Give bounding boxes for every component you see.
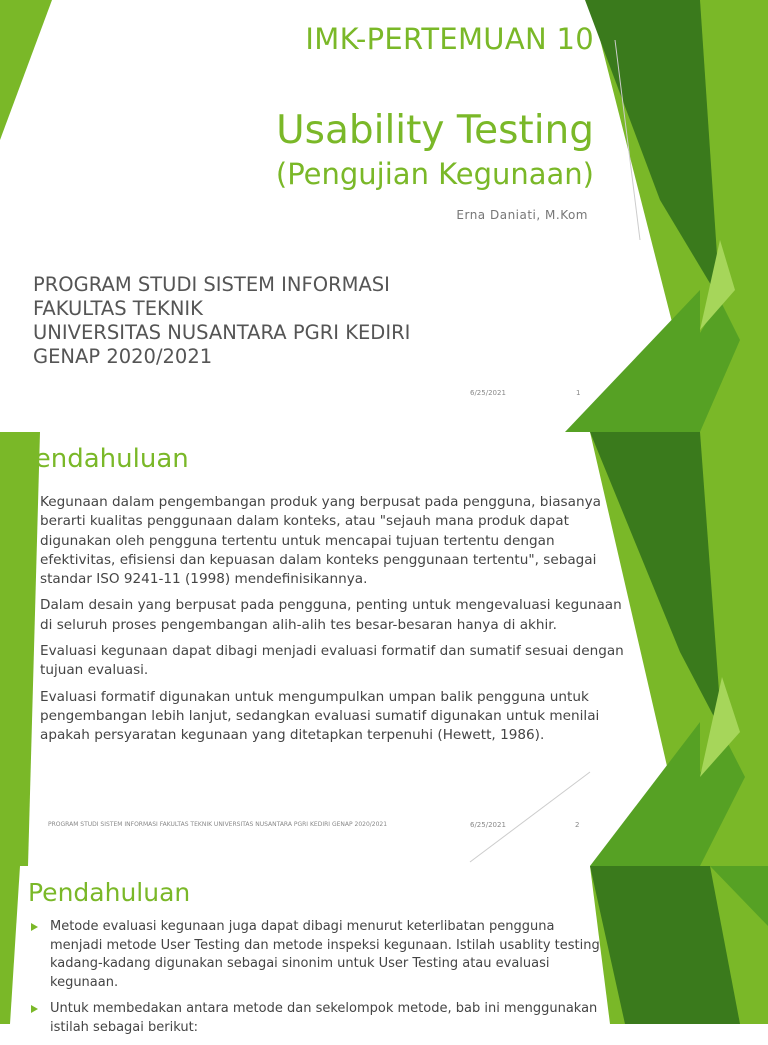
slide-heading: Pendahuluan [28,878,191,907]
arrow-bullet-icon [21,601,29,609]
presentation-title: IMK-PERTEMUAN 10 [305,22,594,56]
left-band [0,866,20,1024]
arrow-bullet-icon [21,647,29,655]
presentation-subtitle-2: (Pengujian Kegunaan) [275,157,594,191]
bullet-item: Metode evaluasi kegunaan juga dapat dibagi menurut keterlibatan pengguna menjadi metode User Testing dan metode inspeksi kegunaan. Istilah usablity testing kadang-kadang digunakan sebagai sinonim untuk User Testing atau evaluasi kegunaan. [30,918,605,992]
program-line: PROGRAM STUDI SISTEM INFORMASI [33,273,390,296]
arrow-bullet-icon [31,923,38,931]
arrow-bullet-icon [31,1005,38,1013]
presentation-subtitle: Usability Testing [276,108,594,153]
slide-3 [0,866,768,1035]
slide-1 [0,0,768,432]
bullet-item: Evaluasi kegunaan dapat dibagi menjadi evaluasi formatif dan sumatif sesuai dengan tujuan evaluasi. [20,642,630,681]
arrow-bullet-icon [21,498,29,506]
program-line: GENAP 2020/2021 [33,345,213,368]
slide-2 [0,432,768,866]
program-line: UNIVERSITAS NUSANTARA PGRI KEDIRI [33,321,411,344]
slide-date: 6/25/2021 [470,821,506,829]
bullet-item: Kegunaan dalam pengembangan produk yang berpusat pada pengguna, biasanya berarti kualitas penggunaan dalam konteks, atau "sejauh mana produk dapat digunakan oleh pengguna tertentu untuk mencapai tujuan tertentu dengan efektivitas, efisiensi dan kepuasan dalam konteks penggunaan tertentu", sebagai standar ISO 9241-11 (1998) mendefinisikannya. [20,493,630,589]
program-line: FAKULTAS TEKNIK [33,297,203,320]
bullet-list [20,493,630,753]
dark-stripe [585,0,720,300]
bullet-item: Dalam desain yang berpusat pada pengguna, penting untuk mengevaluasi kegunaan di seluruh proses pengembangan alih-alih tes besar-besaran hanya di akhir. [20,596,630,635]
bullet-list [30,918,605,1045]
author: Erna Daniati, M.Kom [456,208,588,222]
slide-heading: Pendahuluan [20,444,189,474]
left-triangle [0,0,52,140]
slide-date: 6/25/2021 [470,389,506,397]
slide-number: 2 [575,821,580,829]
bullet-item: Evaluasi formatif digunakan untuk mengumpulkan umpan balik pengguna untuk pengembangan lebih lanjut, sedangkan evaluasi sumatif digunakan untuk menilai apakah persyaratan kegunaan yang ditetapkan terpenuhi (Hewett, 1986). [20,688,630,746]
arrow-bullet-icon [21,693,29,701]
program-info [33,273,410,369]
bullet-item: Untuk membedakan antara metode dan sekelompok metode, bab ini menggunakan istilah sebagai berikut: [30,1000,605,1037]
slide-footer: PROGRAM STUDI SISTEM INFORMASI FAKULTAS TEKNIK UNIVERSITAS NUSANTARA PGRI KEDIRI GENAP 2020/2021 [48,821,388,828]
slide-number: 1 [576,389,581,397]
thin-line [470,772,590,862]
